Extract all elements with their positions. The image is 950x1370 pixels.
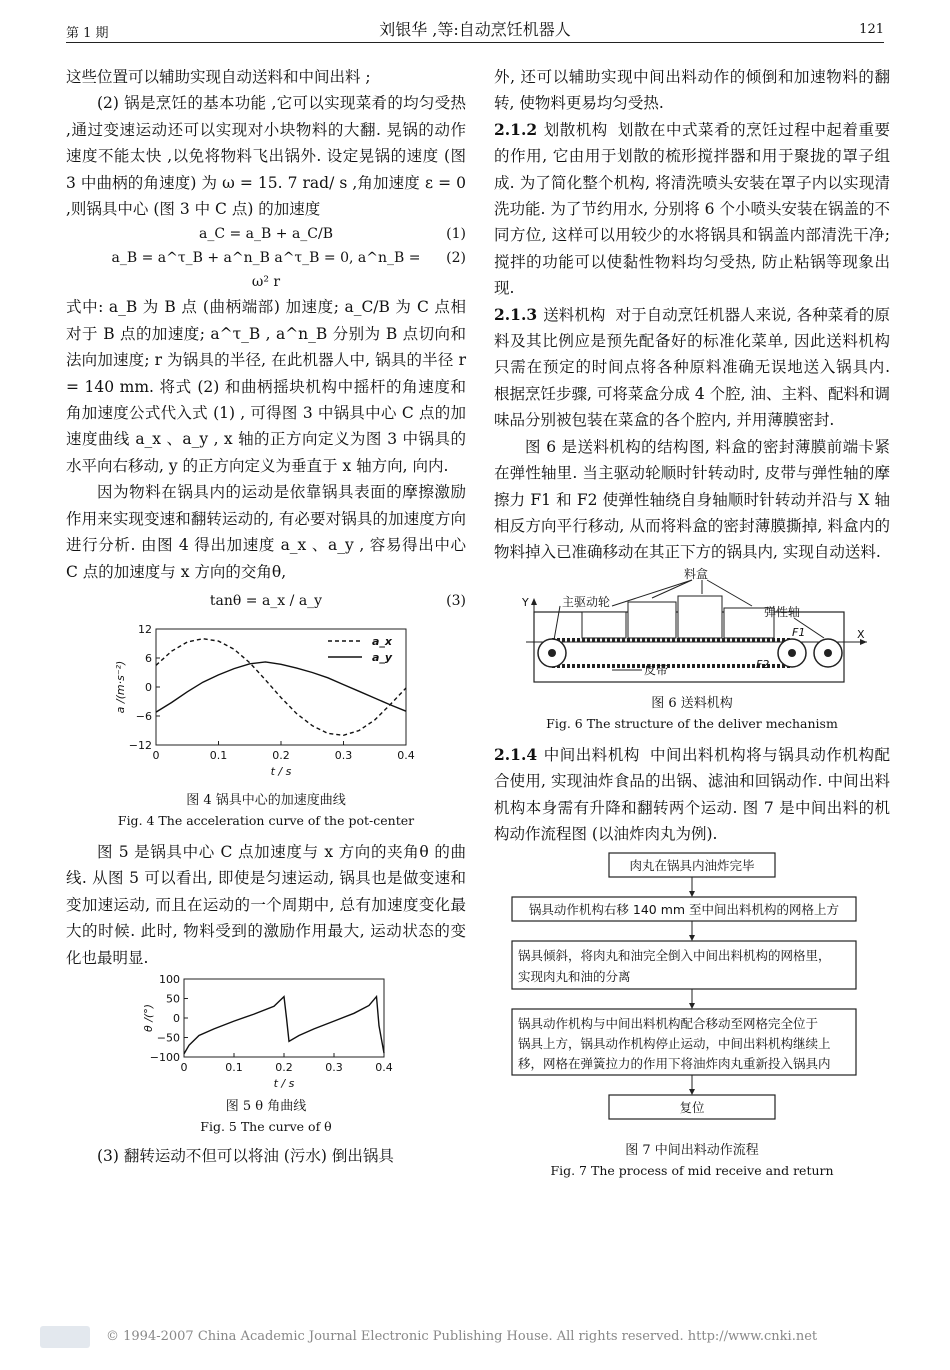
y-tick-label: 100 [159, 972, 180, 986]
x-tick-label: 0.4 [375, 1060, 393, 1074]
series-line-0 [156, 639, 406, 736]
figure-5 [66, 971, 466, 1137]
paragraph: 因为物料在锅具内的运动是依靠锅具表面的摩擦激励作用来实现变速和翻转运动的, 有必要对锅具的加速度方向进行分析. 由图 4 得出加速度 a_x 、a_y , 容易得出中心 C 点的加速度与 x 方向的交角θ, [66, 483, 466, 581]
x-tick-label: 0.3 [334, 748, 353, 762]
section-2-1-3: 2.1.3 送料机构 对于自动烹饪机器人来说, 各种菜肴的原料及其比例应是预先配备好的标准化菜单, 因此送料机构只需在预定的时间点将各种原料准确无误地送入锅具内. 根据烹饪步骤, 可将菜盒分成 4 个腔, 油、主料、配料和调味品分别被包装在菜盒的各个腔内, 并用薄膜密封. [494, 304, 890, 430]
y-tick-label: 0 [173, 1011, 180, 1025]
x-tick-label: 0.4 [397, 748, 415, 762]
figure-6 [494, 566, 890, 734]
fig7-caption-en: Fig. 7 The process of mid receive and return [550, 1163, 834, 1179]
running-title: 刘银华 ,等:自动烹饪机器人 [379, 20, 571, 39]
y-tick-label: 50 [166, 992, 180, 1006]
fig5-caption-en: Fig. 5 The curve of θ [200, 1118, 332, 1134]
x-tick-label: 0.2 [275, 1060, 293, 1074]
paragraph: (3) 翻转运动不但可以将油 (污水) 倒出锅具 [97, 1146, 394, 1165]
series-line-0 [184, 997, 384, 1054]
fig7-caption-cn: 图 7 中间出料动作流程 [625, 1143, 759, 1159]
legend-label-ax: a_x [372, 634, 393, 648]
x-tick-label: 0.2 [272, 748, 290, 762]
paragraph: 图 5 是锅具中心 C 点加速度与 x 方向的夹角θ 的曲线. 从图 5 可以看出, 即使是匀速运动, 锅具也是做变速和变加速运动, 而且在运动的一个周期中, 总有加速度变化最大的时候. 此时, 物料受到的激励作用最大, 运动状态的变化也最明显. [66, 842, 466, 967]
fig6-drive-label: 主驱动轮 [562, 594, 611, 609]
paragraph: 图 6 是送料机构的结构图, 料盒的密封薄膜前端卡紧在弹性轴里. 当主驱动轮顺时针转动时, 皮带与弹性轴的摩擦力 F1 和 F2 使弹性轴绕自身轴顺时针转动并沿与 X 轴相反方向平行移动, 从而将料盒的密封薄膜撕掉, 料盒内的物料掉入已准确移动在其正下方的锅具内, 实现自动送料. [494, 437, 890, 562]
fig6-elastic-label: 弹性轴 [764, 604, 801, 619]
plot-frame [184, 979, 384, 1057]
legend-label-ay: a_y [372, 650, 393, 664]
paragraph: (2) 锅是烹饪的基本功能 ,它可以实现菜肴的均匀受热 ,通过变速运动还可以实现对小块物料的大翻. 晃锅的动作速度不能太快 ,以免将物料飞出锅外. 设定晃锅的速度 (图 3 中曲柄的角速度) 为 ω = 15. 7 rad/ s ,角加速度 ε = 0 ,则锅具中心 (图 3 中 C 点) 的加速度 [66, 94, 466, 219]
y-axis-label: θ /(°) [142, 1003, 155, 1032]
x-tick-label: 0.1 [225, 1060, 243, 1074]
paragraph: 这些位置可以辅助实现自动送料和中间出料 ; [66, 68, 371, 86]
y-tick-label: −100 [149, 1050, 180, 1064]
fig6-f1-label: F1 [792, 625, 806, 639]
svg-text:锅具动作机构与中间出料机构配合移动至网格完全位于: 锅具动作机构与中间出料机构配合移动至网格完全位于 [518, 1016, 819, 1032]
running-header [66, 14, 884, 43]
y-tick-label: 0 [145, 680, 152, 694]
y-tick-label: −12 [128, 738, 152, 752]
paragraph: 式中: a_B 为 B 点 (曲柄端部) 加速度; a_C/B 为 C 点相对于 B 点的加速度; a^τ_B , a^n_B 分别为 B 点切向和法向加速度; r 为锅具的半径, 在此机器人中, 锅具的半径 r = 140 mm. 将式 (2) 和曲柄摇块机构中摇杆的角速度和角加速度公式代入式 (1) , 可得图 3 中锅具中心 C 点的加速度曲线 a_x 、a_y , x 轴的正方向定义为图 3 中锅具的水平向右移动, y 的正方向定义为垂直于 x 轴方向, 向内. [66, 298, 466, 475]
y-tick-label: 6 [145, 651, 152, 665]
equation-1: a_C = a_B + a_C/B (1) [198, 226, 466, 243]
section-2-1-2: 2.1.2 划散机构 划散在中式菜肴的烹饪过程中起着重要的作用, 它由用于划散的梳形搅拌器和用于聚拢的罩子组成. 为了简化整个机构, 将清洗喷头安装在罩子内以实现清洗功能. 为了节约用水, 分别将 6 个小喷头安装在锅盖的不同方位, 这样可以用较少的水将锅具和锅盖内部清洗干净; 搅拌的功能可以使黏性物料均匀受热, 防止粘锅等现象出现. [494, 119, 890, 298]
svg-text:实现肉丸和油的分离: 实现肉丸和油的分离 [518, 969, 631, 985]
equation-2: a_B = a^τ_B + a^n_B a^τ_B = 0, a^n_B = ω² r (2) [111, 250, 466, 291]
fig4-caption-cn: 图 4 锅具中心的加速度曲线 [186, 792, 346, 808]
x-tick-label: 0 [152, 748, 160, 762]
left-column [66, 64, 466, 1169]
fig6-belt-label: 皮带 [644, 662, 669, 677]
fig5-caption-cn: 图 5 θ 角曲线 [225, 1098, 307, 1114]
equation-3: tanθ = a_x / a_y (3) [209, 592, 466, 609]
x-tick-label: 0.3 [325, 1060, 343, 1074]
svg-text:锅具倾斜，将肉丸和油完全倒入中间出料机构的网格里，: 锅具倾斜，将肉丸和油完全倒入中间出料机构的网格里， [518, 948, 831, 964]
svg-text:复位: 复位 [679, 1100, 705, 1116]
right-column [494, 64, 890, 1181]
page-number: 121 [859, 22, 884, 37]
fig6-diagram [512, 566, 872, 688]
fig7-flowchart [494, 847, 890, 1137]
fig4-caption-en: Fig. 4 The acceleration curve of the pot-center [117, 812, 415, 828]
fig6-box-label: 料盒 [684, 566, 709, 581]
issue-label: 第 1 期 [66, 26, 109, 41]
paragraph: 外, 还可以辅助实现中间出料动作的倾倒和加速物料的翻转, 使物料更易均匀受热. [494, 68, 890, 113]
svg-text:锅具动作机构右移 140 mm 至中间出料机构的网格上方: 锅具动作机构右移 140 mm 至中间出料机构的网格上方 [528, 902, 840, 918]
x-axis-label: t / s [273, 1076, 295, 1090]
y-tick-label: 12 [138, 622, 152, 636]
y-axis-label: a /(m·s⁻²) [114, 660, 127, 714]
plot-frame [156, 629, 406, 745]
copyright-text: © 1994-2007 China Academic Journal Electronic Publishing House. All rights reserved. http://www.cnki.net [106, 1329, 818, 1344]
svg-text:移，网格在弹簧拉力的作用下将油炸肉丸重新投入锅具内: 移，网格在弹簧拉力的作用下将油炸肉丸重新投入锅具内 [518, 1056, 831, 1072]
y-tick-label: −6 [135, 709, 152, 723]
x-tick-label: 0 [180, 1060, 188, 1074]
fig6-caption-cn: 图 6 送料机构 [651, 695, 733, 711]
fig6-f2-label: F2 [756, 657, 770, 671]
section-2-1-4: 2.1.4 中间出料机构 中间出料机构将与锅具动作机构配合使用, 实现油炸食品的出锅、滤油和回锅动作. 中间出料机构本身需有升降和翻转两个运动. 图 7 是中间出料的机构动作流程图 (以油炸肉丸为例). [494, 744, 890, 843]
y-tick-label: −50 [156, 1031, 180, 1045]
figure-4 [66, 617, 466, 831]
footer [40, 1326, 920, 1350]
svg-text:肉丸在锅具内油炸完毕: 肉丸在锅具内油炸完毕 [629, 858, 755, 874]
fig6-x-label: X [857, 627, 865, 641]
series-line-1 [156, 662, 406, 712]
x-tick-label: 0.1 [209, 748, 228, 762]
figure-7 [494, 847, 890, 1181]
fig5-chart [66, 971, 466, 1093]
fig4-chart [66, 617, 466, 787]
fig6-caption-en: Fig. 6 The structure of the deliver mechanism [546, 715, 838, 731]
svg-text:锅具上方，锅具动作机构停止运动，中间出料机构继续上: 锅具上方，锅具动作机构停止运动，中间出料机构继续上 [518, 1036, 831, 1052]
fig6-y-label: Y [522, 595, 529, 609]
cnki-logo-icon [40, 1326, 90, 1348]
x-axis-label: t / s [270, 764, 292, 778]
